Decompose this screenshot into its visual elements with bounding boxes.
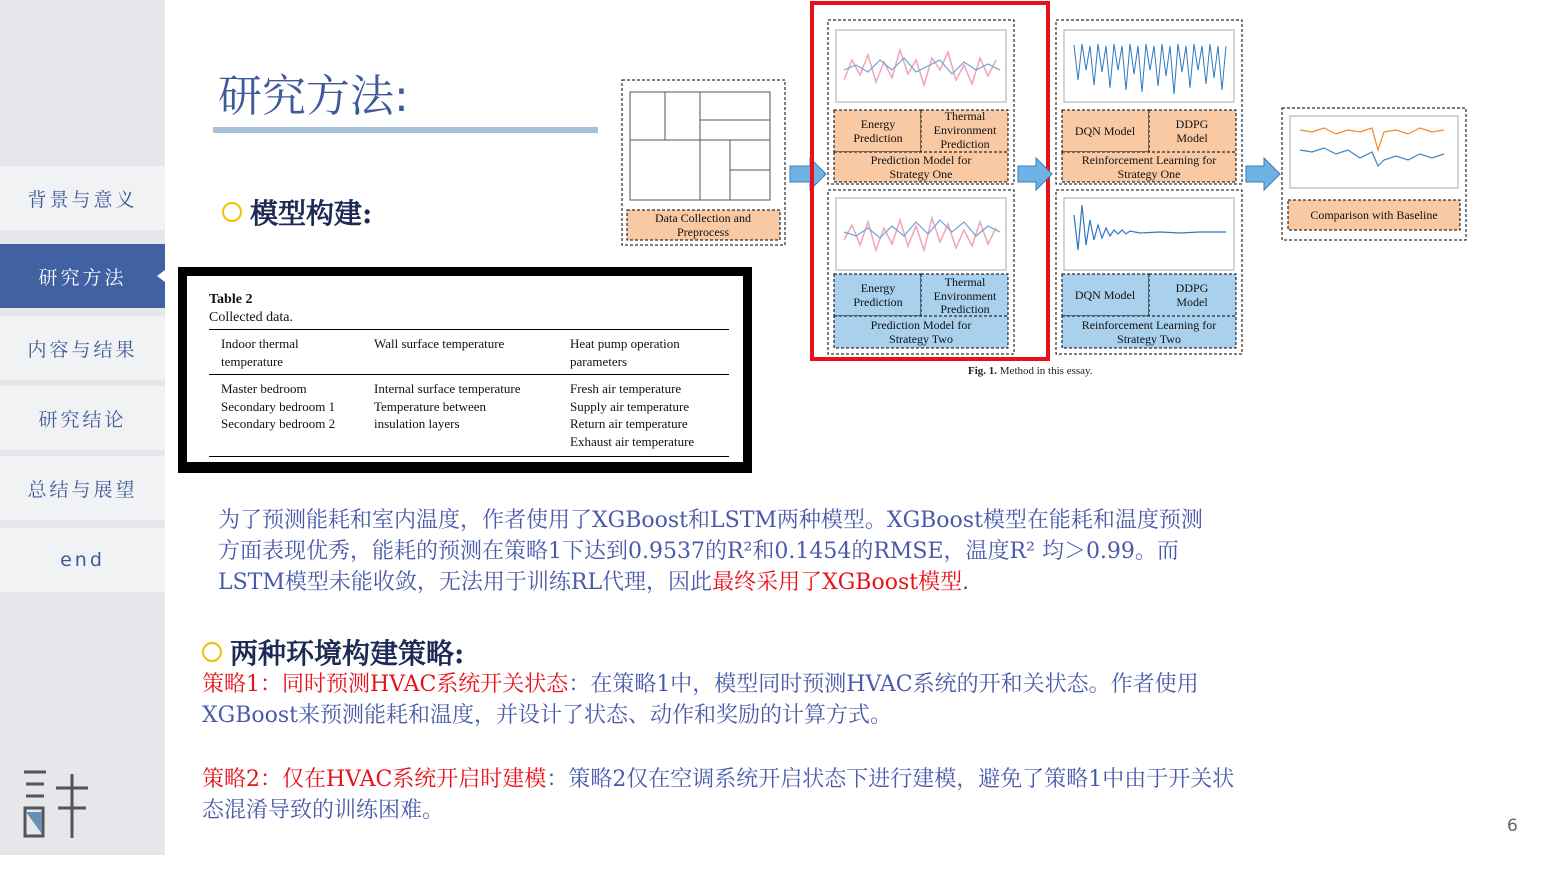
section-heading-text: 模型构建:	[250, 197, 373, 230]
sidebar-item-conclusion[interactable]	[0, 386, 165, 450]
sidebar-item-background[interactable]	[0, 166, 165, 230]
table-cell: Secondary bedroom 1	[221, 399, 336, 414]
emphasis-text: 最终采用了XGBoost模型	[712, 570, 963, 595]
pred-model-two-label-2: Strategy Two	[889, 332, 953, 346]
section-heading-strategies	[202, 632, 464, 672]
paragraph-line: 方面表现优秀，能耗的预测在策略1下达到0.9537的R²和0.1454的RMSE，温度R² 均＞0.99。而	[218, 539, 1179, 564]
strategy-two-line: 策略2：仅在HVAC系统开启时建模：策略2仅在空调系统开启状态下进行建模，避免了策略1中由于开关状	[202, 767, 1235, 792]
table-caption: Collected data.	[209, 310, 293, 325]
thermal-prediction-2-label-1: Thermal	[944, 275, 986, 289]
pred-model-one-label-1: Prediction Model for	[870, 153, 972, 167]
energy-prediction-2-label-2: Prediction	[853, 295, 903, 309]
data-collection-label-1: Data Collection and	[655, 211, 751, 225]
sidebar-item-label: end	[60, 549, 105, 571]
sidebar-item-label: 内容与结果	[27, 338, 138, 361]
pred-model-one-label-2: Strategy One	[889, 167, 953, 181]
table-header: Indoor thermal temperature	[221, 336, 299, 369]
table-cell: Return air temperature	[570, 416, 688, 431]
table-label: Table 2	[209, 292, 253, 307]
strategy-one-line: XGBoost来预测能耗和温度，并设计了状态、动作和奖励的计算方式。	[202, 703, 893, 728]
rl-one-label-1: Reinforcement Learning for	[1081, 153, 1217, 167]
thermal-prediction-label-1: Thermal	[944, 109, 986, 123]
dqn-2-label: DQN Model	[1074, 288, 1136, 302]
paragraph-line: 为了预测能耗和室内温度，作者使用了XGBoost和LSTM两种模型。XGBoost模型在能耗和温度预测	[218, 508, 1203, 533]
bullet-circle-icon	[222, 202, 242, 222]
thermal-prediction-label-3: Prediction	[940, 137, 990, 151]
data-collection-label-2: Preprocess	[677, 225, 729, 239]
sidebar-item-label: 总结与展望	[27, 478, 138, 501]
table-cell: Secondary bedroom 2	[221, 416, 336, 431]
ddpg-label-2: Model	[1176, 131, 1208, 145]
sidebar-item-label: 研究方法	[38, 266, 127, 289]
thermal-prediction-2-label-2: Environment	[933, 289, 997, 303]
section-heading-model	[222, 192, 372, 232]
sidebar-item-label: 背景与意义	[27, 188, 138, 211]
sidebar-item-label: 研究结论	[38, 408, 127, 431]
strategy-one-label: 策略1：同时预测HVAC系统开关状态	[202, 672, 569, 697]
table-cell: Internal surface temperature	[374, 381, 521, 396]
table-cell: Exhaust air temperature	[570, 434, 695, 449]
table-cell: Fresh air temperature	[570, 381, 682, 396]
table-cell: Master bedroom	[221, 381, 307, 396]
energy-prediction-2-label-1: Energy	[860, 281, 896, 295]
rl-one-label-2: Strategy One	[1117, 167, 1181, 181]
page-number: 6	[1507, 816, 1518, 836]
ddpg-label-1: DDPG	[1175, 117, 1209, 131]
sidebar-item-content[interactable]	[0, 316, 165, 380]
table-header: Heat pump operation parameters	[570, 336, 680, 369]
energy-prediction-label-1: Energy	[860, 117, 896, 131]
arrow-icon	[790, 158, 826, 190]
sidebar-item-end[interactable]	[0, 528, 165, 592]
rl-two-label-2: Strategy Two	[1117, 332, 1181, 346]
figure-caption: Fig. 1. Method in this essay.	[968, 365, 1093, 377]
sidebar	[0, 0, 165, 855]
table-rule	[209, 456, 729, 457]
table-header: Wall surface temperature	[374, 336, 505, 351]
strategy-one-line: 策略1：同时预测HVAC系统开关状态：在策略1中，模型同时预测HVAC系统的开和关状态。作者使用	[202, 672, 1199, 697]
strategy-two-label: 策略2：仅在HVAC系统开启时建模	[202, 767, 547, 792]
paragraph-line: LSTM模型未能收敛，无法用于训练RL代理，因此最终采用了XGBoost模型.	[218, 570, 970, 595]
table-cell: Temperature between	[374, 399, 487, 414]
method-figure	[600, 0, 1562, 400]
ddpg-2-label-2: Model	[1176, 295, 1208, 309]
strategy-two-line: 态混淆导致的训练困难。	[202, 798, 445, 823]
thermal-prediction-label-2: Environment	[933, 123, 997, 137]
sidebar-item-summary[interactable]	[0, 456, 165, 520]
ddpg-2-label-1: DDPG	[1175, 281, 1209, 295]
rl-two-label-1: Reinforcement Learning for	[1081, 318, 1217, 332]
sidebar-item-methods[interactable]	[0, 244, 165, 308]
comparison-label: Comparison with Baseline	[1310, 208, 1438, 222]
table-cell: insulation layers	[374, 416, 460, 431]
pred-model-two-label-1: Prediction Model for	[870, 318, 972, 332]
title-divider	[213, 127, 598, 133]
bullet-circle-icon	[202, 642, 222, 662]
dqn-label: DQN Model	[1074, 124, 1136, 138]
section-heading-text: 两种环境构建策略:	[230, 637, 465, 670]
page-title: 研究方法:	[218, 71, 409, 122]
energy-prediction-label-2: Prediction	[853, 131, 903, 145]
thermal-prediction-2-label-3: Prediction	[940, 302, 990, 316]
table-cell: Supply air temperature	[570, 399, 690, 414]
logo-icon	[22, 768, 92, 840]
arrow-icon	[1246, 158, 1280, 190]
